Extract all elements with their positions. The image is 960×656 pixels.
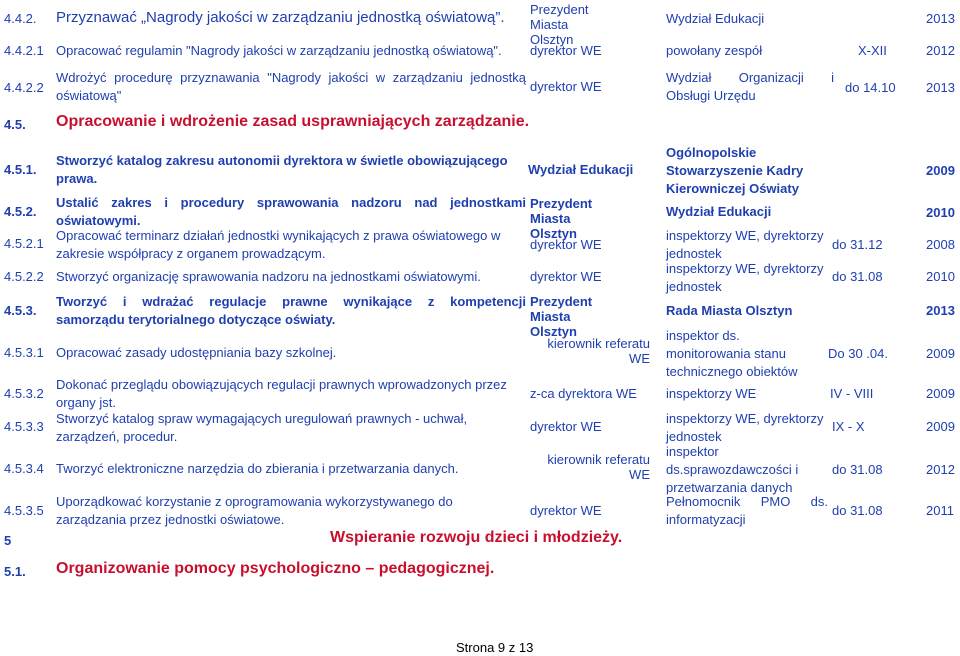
responsible: Prezydent Miasta Olsztyn xyxy=(530,294,593,339)
row-number: 4.5.2.1 xyxy=(4,236,44,251)
responsible: dyrektor WE xyxy=(530,269,602,284)
partner-line2: jednostek xyxy=(666,246,722,261)
row-number: 4.5.3.2 xyxy=(4,386,44,401)
partner-line1: inspektorzy WE, dyrektorzy xyxy=(666,261,824,276)
partner-line1: inspektor xyxy=(666,444,719,459)
row-number: 4.5.2. xyxy=(4,204,37,219)
partner-line2: jednostek xyxy=(666,279,722,294)
task-text-line1: Wdrożyć procedurę przyznawania "Nagrody jakości w zarządzaniu jednostką xyxy=(56,70,526,85)
task-text-line1: Dokonać przeglądu obowiązujących regulacji prawnych wprowadzonych przez xyxy=(56,377,507,392)
row-number: 4.5.3.5 xyxy=(4,503,44,518)
row-number: 4.5.3.4 xyxy=(4,461,44,476)
section-title: Opracowanie i wdrożenie zasad usprawniających zarządzanie. xyxy=(56,113,530,130)
partner: Rada Miasta Olsztyn xyxy=(666,303,793,318)
task-text-line1: Uporządkować korzystanie z oprogramowania wykorzystywanego do xyxy=(56,494,453,509)
row-number: 4.4.2.2 xyxy=(4,80,44,95)
partner: Wydział Edukacji xyxy=(666,204,772,219)
term: do 31.08 xyxy=(832,503,883,518)
term: IX - X xyxy=(832,419,865,434)
partner: Wydział Edukacji xyxy=(666,11,765,26)
partner-line3: Kierowniczej Oświaty xyxy=(666,181,799,196)
responsible: dyrektor WE xyxy=(530,79,602,94)
partner-line2: Stowarzyszenie Kadry xyxy=(666,163,804,178)
responsible: dyrektor WE xyxy=(530,503,602,518)
year: 2012 xyxy=(926,462,955,477)
responsible: Prezydent Miasta Olsztyn xyxy=(530,196,593,241)
section-title: Wspieranie rozwoju dzieci i młodzieży. xyxy=(330,529,623,546)
year: 2013 xyxy=(926,80,955,95)
year: 2009 xyxy=(926,163,955,178)
task-text-line2: organy jst. xyxy=(56,395,116,410)
partner-line2: Obsługi Urzędu xyxy=(666,88,756,103)
page-footer: Strona 9 z 13 xyxy=(456,640,534,655)
term: do 31.08 xyxy=(832,462,883,477)
year: 2008 xyxy=(926,237,955,252)
term: X-XII xyxy=(858,43,887,58)
responsible: dyrektor WE xyxy=(530,43,602,58)
partner-line2: jednostek xyxy=(666,429,722,444)
term: do 31.12 xyxy=(832,237,883,252)
responsible: dyrektor WE xyxy=(530,237,602,252)
year: 2009 xyxy=(926,419,955,434)
row-number: 4.5.3.1 xyxy=(4,345,44,360)
responsible: kierownik referatu WE xyxy=(547,452,650,482)
task-text: Opracować regulamin "Nagrody jakości w zarządzaniu jednostką oświatową". xyxy=(56,43,502,58)
term: do 31.08 xyxy=(832,269,883,284)
partner-line2: informatyzacji xyxy=(666,512,746,527)
task-text-line2: oświatową" xyxy=(56,88,122,103)
section-title: Organizowanie pomocy psychologiczno – pedagogicznej. xyxy=(56,560,495,577)
task-text-line1: Stworzyć katalog zakresu autonomii dyrektora w świetle obowiązującego xyxy=(56,153,508,168)
task-text-line1: Opracować terminarz działań jednostki wynikających z prawa oświatowego w xyxy=(56,228,501,243)
partner-line1: Ogólnopolskie xyxy=(666,145,757,160)
task-text: Stworzyć organizację sprawowania nadzoru na jednostkami oświatowymi. xyxy=(56,269,481,284)
year: 2009 xyxy=(926,386,955,401)
partner-line1: inspektorzy WE, dyrektorzy xyxy=(666,411,824,426)
term: IV - VIII xyxy=(830,386,874,401)
row-number: 4.5.1. xyxy=(4,162,37,177)
partner-line1: Wydział Organizacji i xyxy=(666,70,834,85)
year: 2011 xyxy=(926,503,954,518)
partner-line3: technicznego obiektów xyxy=(666,364,798,379)
term: Do 30 .04. xyxy=(828,346,888,361)
year: 2010 xyxy=(926,205,955,220)
responsible: kierownik referatu WE xyxy=(547,336,650,366)
partner-line2: ds.sprawozdawczości i xyxy=(666,462,799,477)
task-text: Opracować zasady udostępniania bazy szkolnej. xyxy=(56,345,337,360)
responsible-text: Prezydent Miasta Olsztyn xyxy=(530,2,589,47)
partner-line1: Pełnomocnik PMO ds. xyxy=(666,494,828,509)
task-text: Przyznawać „Nagrody jakości w zarządzaniu jednostką oświatową”. xyxy=(56,9,505,26)
row-number: 4.5.2.2 xyxy=(4,269,44,284)
partner-line1: inspektorzy WE, dyrektorzy xyxy=(666,228,824,243)
task-text-line1: Stworzyć katalog spraw wymagających uregulowań prawnych - uchwał, xyxy=(56,411,468,426)
row-number: 4.4.2. xyxy=(4,11,37,26)
section-number: 5.1. xyxy=(4,564,26,579)
task-text-line2: prawa. xyxy=(56,171,98,186)
row-number: 4.4.2.1 xyxy=(4,43,44,58)
section-number: 4.5. xyxy=(4,117,26,132)
partner: powołany zespół xyxy=(666,43,763,58)
partner-line1: inspektor ds. xyxy=(666,328,740,343)
row-number: 4.5.3. xyxy=(4,303,37,318)
partner-line2: monitorowania stanu xyxy=(666,346,786,361)
partner: inspektorzy WE xyxy=(666,386,757,401)
year: 2010 xyxy=(926,269,955,284)
task-text-line1: Ustalić zakres i procedury sprawowania nadzoru nad jednostkami xyxy=(56,195,526,210)
year: 2013 xyxy=(926,303,955,318)
year: 2012 xyxy=(926,43,955,58)
responsible xyxy=(530,2,662,47)
responsible: dyrektor WE xyxy=(530,419,602,434)
task-text-line2: zarządzania przez jednostki oświatowe. xyxy=(56,512,285,527)
partner-line3: przetwarzania danych xyxy=(666,480,793,495)
task-text-line2: samorządu terytorialnego dotyczące oświaty. xyxy=(56,312,336,327)
responsible: Wydział Edukacji xyxy=(528,162,634,177)
row-number: 4.5.3.3 xyxy=(4,419,44,434)
year: 2013 xyxy=(926,11,955,26)
year: 2009 xyxy=(926,346,955,361)
responsible: z-ca dyrektora WE xyxy=(530,386,637,401)
task-text-line2: oświatowymi. xyxy=(56,213,141,228)
task-text-line1: Tworzyć i wdrażać regulacje prawne wynikające z kompetencji xyxy=(56,294,526,309)
term: do 14.10 xyxy=(845,80,896,95)
section-number: 5 xyxy=(4,533,12,548)
task-text-line2: zakresie współpracy z organem prowadzącym. xyxy=(56,246,326,261)
task-text: Tworzyć elektroniczne narzędzia do zbierania i przetwarzania danych. xyxy=(56,461,459,476)
task-text-line2: zarządzeń, procedur. xyxy=(56,429,178,444)
